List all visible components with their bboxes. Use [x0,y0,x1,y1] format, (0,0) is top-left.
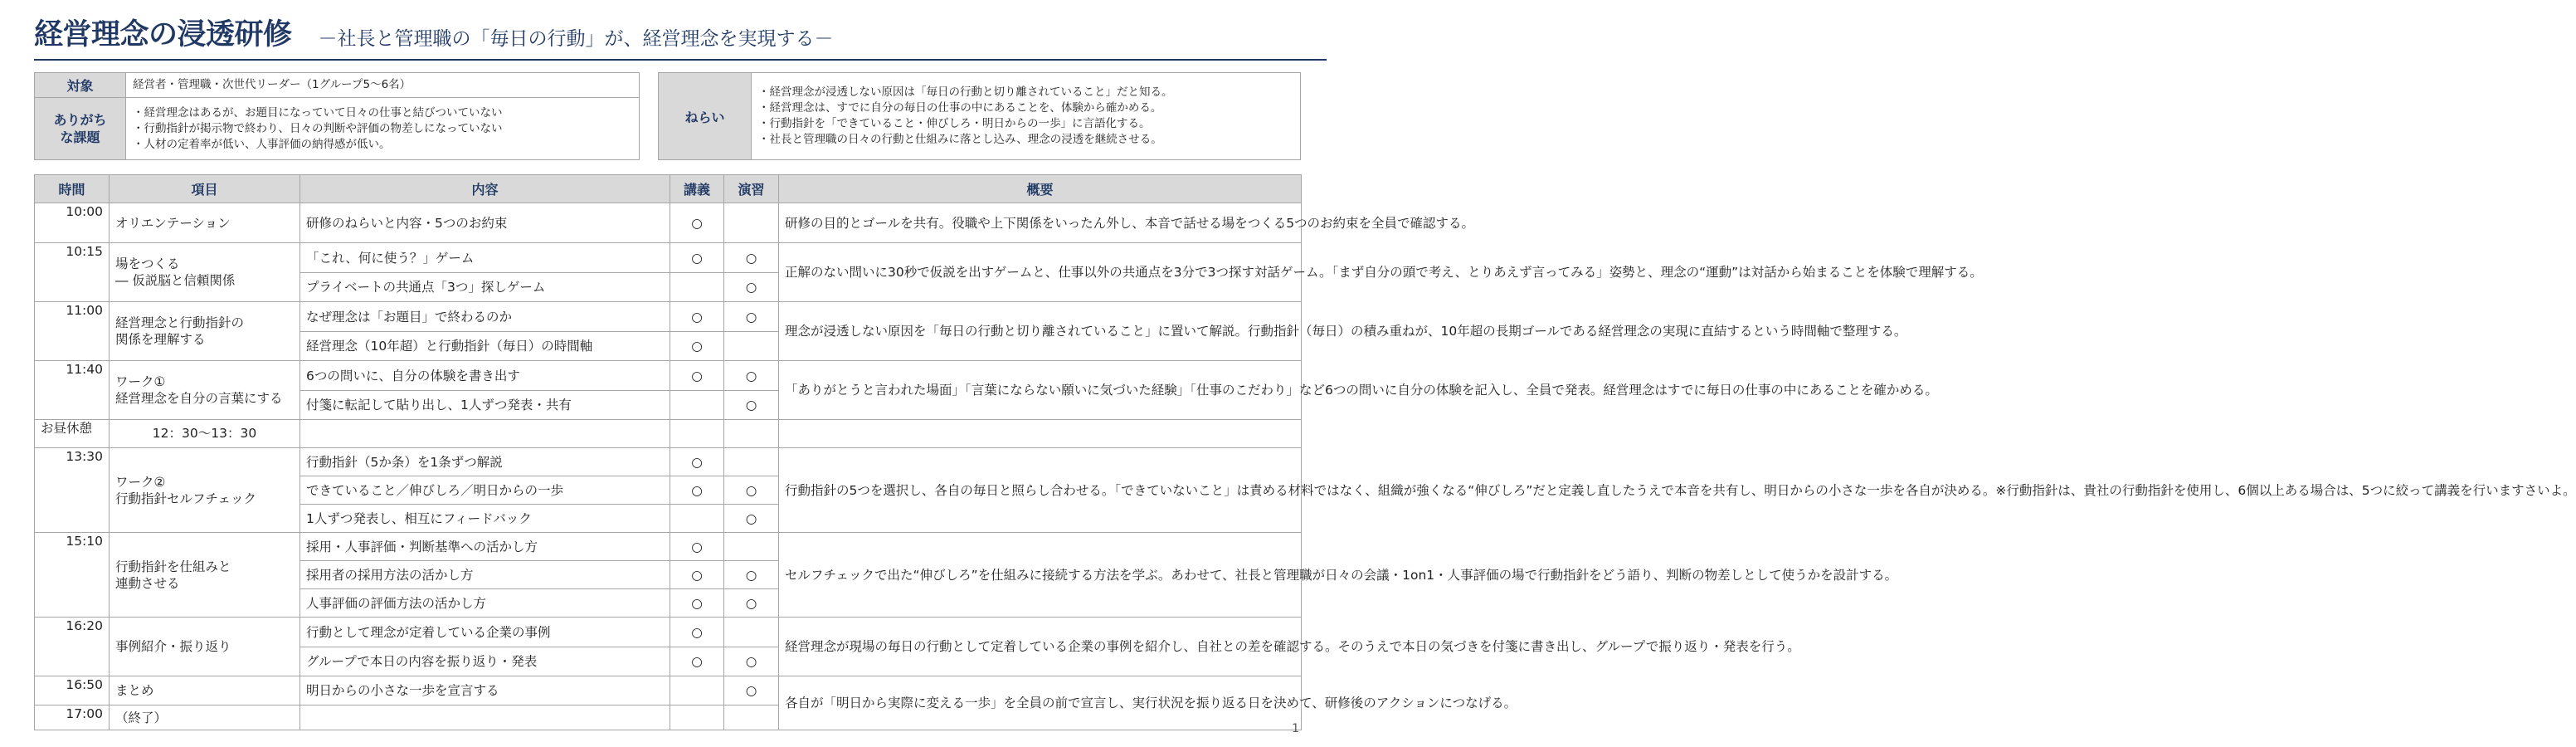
issues-label-line: ありがち [53,112,107,128]
session-item-line: 場をつくる [115,256,180,271]
col-header-lecture: 講義 [670,175,724,203]
session-item-line: 行動指針セルフチェック [115,491,257,506]
issues-label [35,98,126,160]
session-summary: 「ありがとうと言われた場面」「言葉にならない願いに気づいた経験」「仕事のこだわり」など6つの問いに自分の体験を記入し、全員で発表。経営理念はすでに毎日の仕事の中にあることを確かめる。 [779,361,1302,420]
exercise-mark [724,332,779,361]
session-time: 15:10 [35,533,110,618]
session-time: 16:20 [35,618,110,676]
aim-item: ・経営理念が浸透しない原因は「毎日の行動と切り離されていること」だと知る。 [758,85,1173,99]
lecture-mark: ○ [670,361,724,391]
session-summary: 理念が浸透しない原因を「毎日の行動と切り離されていること」に置いて解説。行動指針（毎日）の積み重ねが、10年超の長期ゴールである経営理念の実現に直結するという時間軸で整理する。 [779,302,1302,361]
session-content: 採用・人事評価・判断基準への活かし方 [300,533,670,561]
session-content: 明日からの小さな一歩を宣言する [300,676,670,706]
table-row [35,203,1302,243]
issues-list [126,98,640,160]
session-item [110,618,300,676]
session-content: 「これ、何に使う？」ゲーム [300,243,670,273]
session-time: 10:00 [35,203,110,243]
session-content: 行動指針（5か条）を1条ずつ解説 [300,448,670,476]
session-content: 経営理念（10年超）と行動指針（毎日）の時間軸 [300,332,670,361]
exercise-mark: ○ [724,505,779,533]
target-value: 経営者・管理職・次世代リーダー（1グループ5～6名） [126,73,640,98]
session-item [110,676,300,706]
title-row [34,12,834,53]
page-title: 経営理念の浸透研修 [34,18,292,51]
lecture-mark [670,391,724,420]
session-content: 行動として理念が定着している企業の事例 [300,618,670,647]
exercise-mark: ○ [724,561,779,589]
session-item-line: まとめ [115,683,154,698]
lecture-mark: ○ [670,533,724,561]
aim-item: ・経営理念は、すでに自分の毎日の仕事の中にあることを、体験から確かめる。 [758,101,1162,115]
session-item-line: ワーク② [115,474,166,490]
session-item [110,448,300,533]
session-content: 1人ずつ発表し、相互にフィードバック [300,505,670,533]
exercise-mark [724,706,779,730]
table-row [35,243,1302,273]
aim-item: ・行動指針を「できていること・伸びしろ・明日からの一歩」に言語化する。 [758,117,1151,130]
col-header-time: 時間 [35,175,110,203]
session-item-line: ワーク① [115,374,166,389]
lecture-mark: ○ [670,243,724,273]
session-time: 10:15 [35,243,110,302]
session-content: なぜ理念は「お題目」で終わるのか [300,302,670,332]
exercise-mark: ○ [724,273,779,302]
lecture-mark [670,706,724,730]
exercise-mark: ○ [724,391,779,420]
lecture-mark: ○ [670,203,724,243]
session-time: 11:00 [35,302,110,361]
exercise-mark: ○ [724,676,779,706]
session-content: 研修のねらいと内容・5つのお約束 [300,203,670,243]
schedule-table [34,174,2576,730]
lecture-mark: ○ [670,332,724,361]
session-item-line: 関係を理解する [115,332,206,347]
session-item [110,243,300,302]
empty-cell [724,420,779,448]
lecture-mark [670,676,724,706]
session-item [110,203,300,243]
aims-list [752,73,1301,160]
exercise-mark: ○ [724,243,779,273]
session-item-line: ― 仮説脳と信頼関係 [115,273,236,288]
session-content: 人事評価の評価方法の活かし方 [300,589,670,618]
table-row [35,533,1302,561]
lecture-mark [670,273,724,302]
session-content [300,706,670,730]
col-header-item: 項目 [110,175,300,203]
target-label: 対象 [35,73,126,98]
lecture-mark: ○ [670,448,724,476]
session-content: 採用者の採用方法の活かし方 [300,561,670,589]
lecture-mark: ○ [670,589,724,618]
exercise-mark [724,618,779,647]
session-content: 付箋に転記して貼り出し、1人ずつ発表・共有 [300,391,670,420]
session-summary: セルフチェックで出た“伸びしろ”を仕組みに接続する方法を学ぶ。あわせて、社長と管理職が日々の会議・1on1・人事評価の場で行動指針をどう語り、判断の物差しとして使うかを設計する。 [779,533,1302,618]
col-header-summary: 概要 [779,175,1302,203]
col-header-content: 内容 [300,175,670,203]
lunch-label: お昼休憩 [35,420,110,448]
empty-cell [670,420,724,448]
session-summary: 各自が「明日から実際に変える一歩」を全員の前で宣言し、実行状況を振り返る日を決めて、研修後のアクションにつなげる。 [779,676,1302,730]
lunch-time-range: 12：30～13：30 [110,420,300,448]
target-issues-table [34,72,640,160]
empty-cell [300,420,670,448]
session-time: 17:00 [35,706,110,730]
title-divider [34,59,1327,61]
session-content: プライベートの共通点「3つ」探しゲーム [300,273,670,302]
lecture-mark: ○ [670,476,724,505]
session-item [110,533,300,618]
lecture-mark: ○ [670,618,724,647]
lecture-mark: ○ [670,302,724,332]
issue-item: ・経営理念はあるが、お題目になっていて日々の仕事と結びついていない [133,105,503,120]
exercise-mark: ○ [724,589,779,618]
session-time: 11:40 [35,361,110,420]
session-item-line: 経営理念を自分の言葉にする [115,391,283,406]
session-item-line: オリエンテーション [115,215,231,231]
exercise-mark [724,448,779,476]
aim-item: ・社長と管理職の日々の行動と仕組みに落とし込み、理念の浸透を継続させる。 [758,133,1162,146]
lecture-mark: ○ [670,647,724,676]
page-subtitle: －社長と管理職の「毎日の行動」が、経営理念を実現する－ [318,28,834,50]
table-row [35,361,1302,391]
session-content: できていること／伸びしろ／明日からの一歩 [300,476,670,505]
exercise-mark: ○ [724,302,779,332]
aim-label: ねらい [659,73,752,160]
session-summary: 研修の目的とゴールを共有。役職や上下関係をいったん外し、本音で話せる場をつくる5つのお約束を全員で確認する。 [779,203,1302,243]
session-item-line: 行動指針を仕組みと [115,559,231,574]
table-row [35,618,1302,647]
issues-label-line: な課題 [60,129,100,145]
exercise-mark: ○ [724,476,779,505]
session-item [110,361,300,420]
lunch-row [35,420,1302,448]
table-row [35,676,1302,706]
lecture-mark: ○ [670,561,724,589]
exercise-mark [724,533,779,561]
lecture-mark [670,505,724,533]
session-time: 16:50 [35,676,110,706]
col-header-exercise: 演習 [724,175,779,203]
session-content: グループで本日の内容を振り返り・発表 [300,647,670,676]
session-item-line: 連動させる [115,575,180,591]
session-item-line: 経営理念と行動指針の [115,315,245,330]
session-summary: 行動指針の5つを選択し、各自の毎日と照らし合わせる。「できていないこと」は責める材料ではなく、組織が強くなる“伸びしろ”だと定義し直したうえで本音を共有し、明日からの小さな一歩を各自が決める。※行動指針は、貴社の行動指針を使用し、6個以上ある場合は、5つに絞って講義を行いますさいよ。 [779,448,1302,533]
session-item [110,706,300,730]
session-item-line: 事例紹介・振り返り [115,639,231,654]
page-number: 1 [1292,722,1299,735]
table-row [35,302,1302,332]
session-item-line: （終了） [115,710,168,725]
session-summary: 経営理念が現場の毎日の行動として定着している企業の事例を紹介し、自社との差を確認する。そのうえで本日の気づきを付箋に書き出し、グループで振り返り・発表を行う。 [779,618,1302,676]
exercise-mark [724,203,779,243]
session-summary: 正解のない問いに30秒で仮説を出すゲームと、仕事以外の共通点を3分で3つ探す対話ゲーム。「まず自分の頭で考え、とりあえず言ってみる」姿勢と、理念の“運動”は対話から始まることを体験で理解する。 [779,243,1302,302]
issue-item: ・行動指針が掲示物で終わり、日々の判断や評価の物差しになっていない [133,121,503,135]
exercise-mark: ○ [724,647,779,676]
session-item [110,302,300,361]
aims-table [658,72,1301,160]
table-row [35,448,1302,476]
exercise-mark: ○ [724,361,779,391]
session-content: 6つの問いに、自分の体験を書き出す [300,361,670,391]
empty-cell [779,420,1302,448]
session-time: 13:30 [35,448,110,533]
issue-item: ・人材の定着率が低い、人事評価の納得感が低い。 [133,137,391,151]
